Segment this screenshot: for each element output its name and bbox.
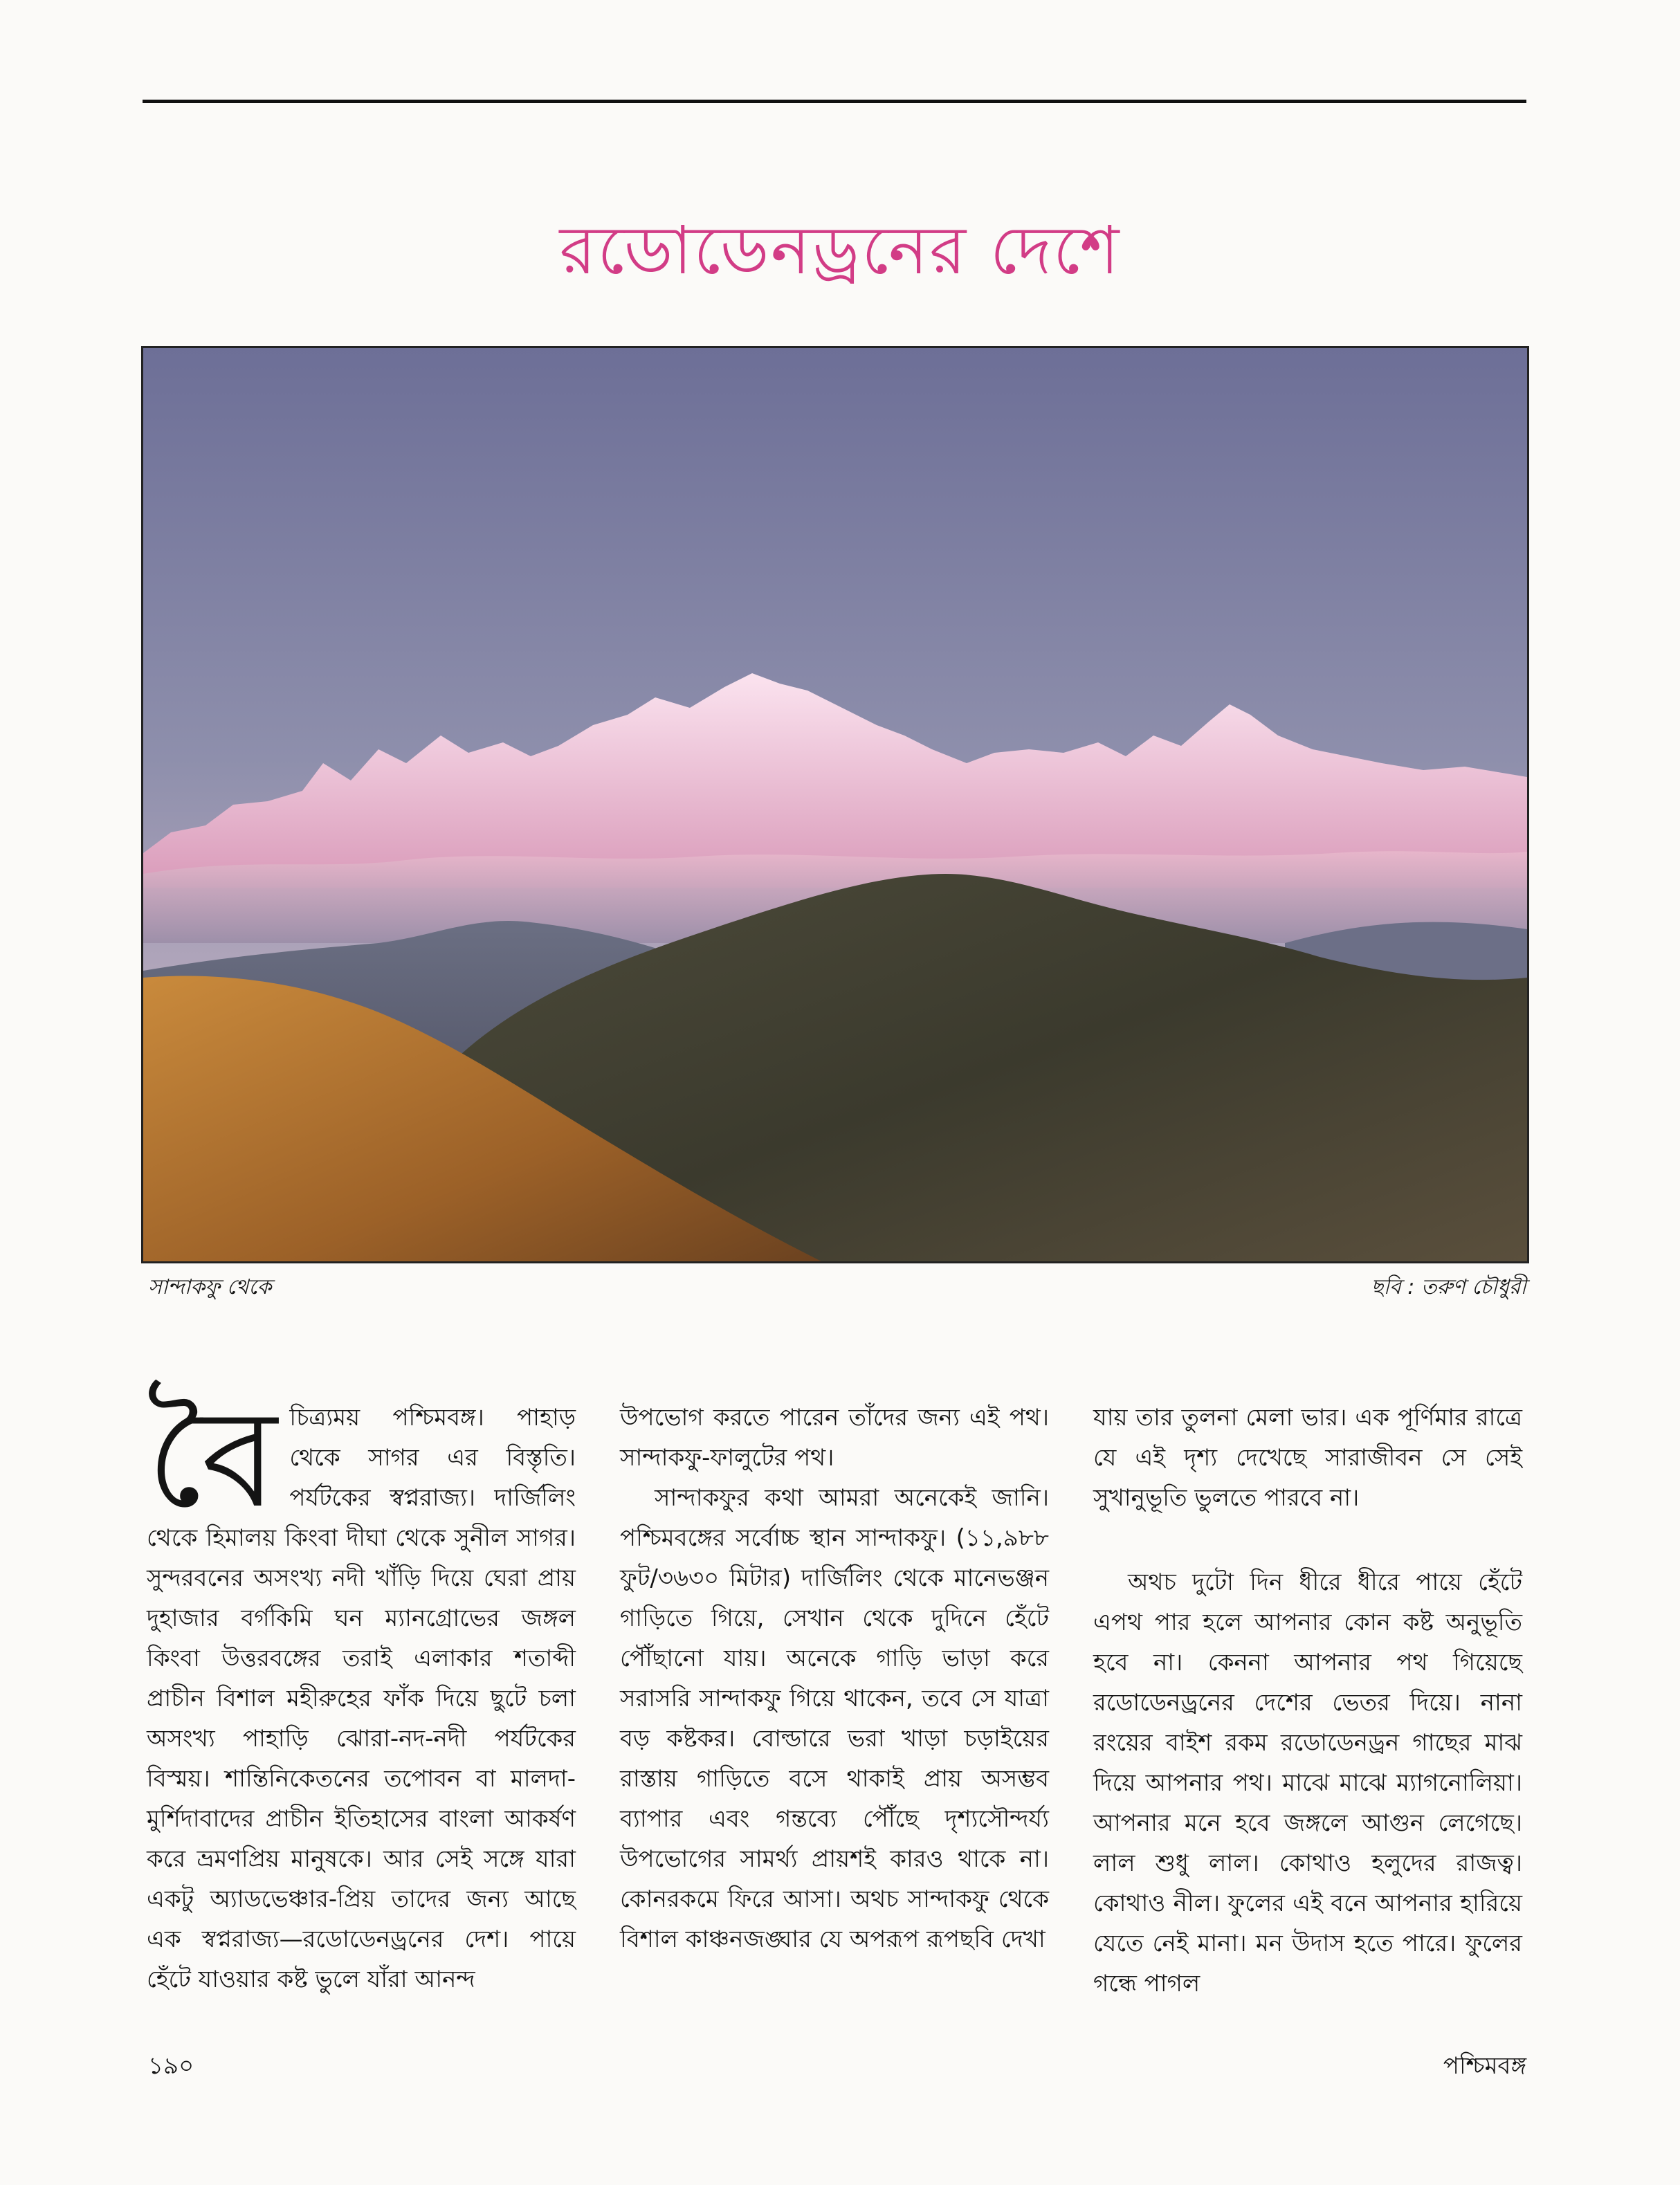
magazine-name: পশ্চিমবঙ্গ: [1443, 2052, 1526, 2080]
mountain-illustration: [143, 348, 1527, 1261]
paragraph: উপভোগ করতে পারেন তাঁদের জন্য এই পথ। সান্দাকফু-ফালুটের পথ।: [620, 1404, 1049, 1472]
drop-cap: বৈ: [147, 1380, 277, 1538]
paragraph: সান্দাকফুর কথা আমরা অনেকেই জানি। পশ্চিমবঙ্গের সর্বোচ্চ স্থান সান্দাকফু। (১১,৯৮৮ ফুট/৩৬৩০ মিটার) দার্জিলিং থেকে মানেভঞ্জন গাড়িতে গিয়ে, সেখান থেকে দুদিনে হেঁটে পৌঁছানো যায়। অনেকে গাড়ি ভাড়া করে সরাসরি সান্দাকফু গিয়ে থাকেন, তবে সে যাত্রা বড় কষ্টকর। বোল্ডারে ভরা খাড়া চড়াইয়ের রাস্তায় গাড়িতে বসে থাকাই প্রায় অসম্ভব ব্যাপার এবং গন্তব্যে পৌঁছে দৃশ্যসৌন্দর্য্য উপভোগের সামর্থ্য প্রায়শই কারও থাকে না। কোনরকমে ফিরে আসা। অথচ সান্দাকফু থেকে বিশাল কাঞ্চনজঙ্ঘার যে অপরূপ রূপছবি দেখা: [620, 1484, 1049, 1953]
page-number: ১৯০: [148, 2052, 194, 2080]
paragraph: অথচ দুটো দিন ধীরে ধীরে পায়ে হেঁটে এপথ পার হলে আপনার কোন কষ্ট অনুভূতি হবে না। কেননা আপনার পথ গিয়েছে রডোডেনড্রনের দেশের ভেতর দিয়ে। নানা রংয়ের বাইশ রকম রডোডেনড্রন গাছের মাঝ দিয়ে আপনার পথ। মাঝে মাঝে ম্যাগনোলিয়া। আপনার মনে হবে জঙ্গলে আগুন লেগেছে। লাল শুধু লাল। কোথাও হলুদের রাজত্ব। কোথাও নীল। ফুলের এই বনে আপনার হারিয়ে যেতে নেই মানা। মন উদাস হতে পারে। ফুলের গন্ধে পাগল: [1093, 1569, 1522, 1997]
article-title: রডোডেনড্রনের দেশে: [559, 212, 1121, 289]
article-column-3: [1093, 1398, 1522, 2004]
landscape-photo: [141, 346, 1529, 1263]
paragraph-gap: [1093, 1518, 1522, 1562]
photo-caption: সান্দাকফু থেকে: [148, 1275, 272, 1299]
photo-credit: ছবি : তরুণ চৌধুরী: [1371, 1275, 1526, 1299]
top-rule: [143, 100, 1526, 103]
paragraph: চিত্র্যময় পশ্চিমবঙ্গ। পাহাড় থেকে সাগর এর বিস্তৃতি। পর্যটকের স্বপ্নরাজ্য। দার্জিলিং থেকে হিমালয় কিংবা দীঘা থেকে সুনীল সাগর। সুন্দরবনের অসংখ্য নদী খাঁড়ি দিয়ে ঘেরা প্রায় দুহাজার বর্গকিমি ঘন ম্যানগ্রোভের জঙ্গল কিংবা উত্তরবঙ্গের তরাই এলাকার শতাব্দী প্রাচীন বিশাল মহীরুহের ফাঁক দিয়ে ছুটে চলা অসংখ্য পাহাড়ি ঝোরা-নদ-নদী পর্যটকের বিস্ময়। শান্তিনিকেতনের তপোবন বা মালদা-মুর্শিদাবাদের প্রাচীন ইতিহাসের বাংলা আকর্ষণ করে ভ্রমণপ্রিয় মানুষকে। আর সেই সঙ্গে যারা একটু অ্যাডভেঞ্চার-প্রিয় তাদের জন্য আছে এক স্বপ্নরাজ্য—রডোডেনড্রনের দেশ। পায়ে হেঁটে যাওয়ার কষ্ট ভুলে যাঁরা আনন্দ: [147, 1404, 576, 1993]
paragraph: যায় তার তুলনা মেলা ভার। এক পূর্ণিমার রাত্রে যে এই দৃশ্য দেখেছে সারাজীবন সে সেই সুখানুভূতি ভুলতে পারবে না।: [1093, 1404, 1522, 1512]
article-column-1: [147, 1380, 576, 2000]
article-column-2: [620, 1398, 1049, 1959]
